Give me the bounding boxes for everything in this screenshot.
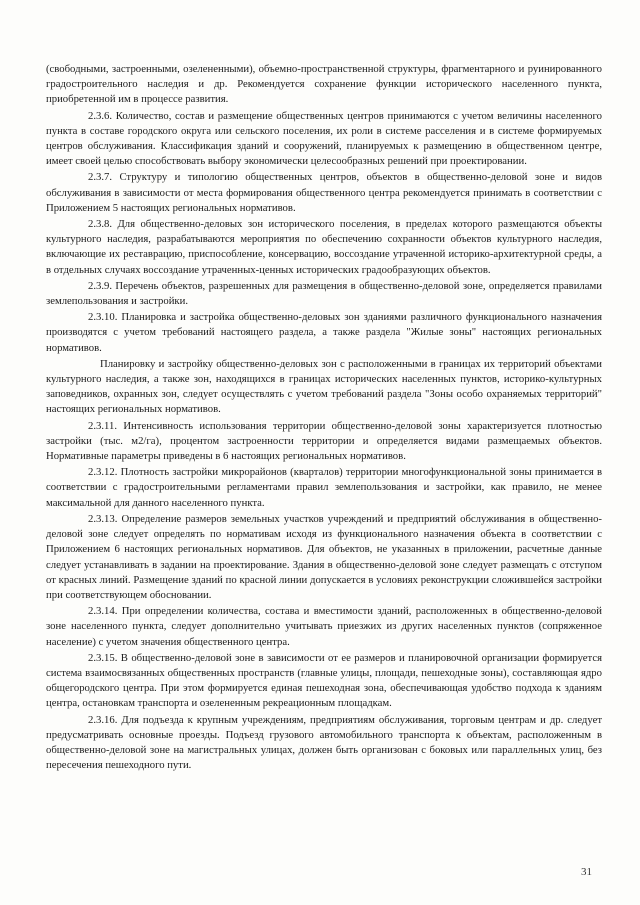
paragraph-2-3-15: 2.3.15. В общественно-деловой зоне в зависимости от ее размеров и планировочной организации формируется система взаимосвязанных общественных пространств (главные улицы, площади, пешеходные зоны), составляющая ядро общегородского центра. При этом формируется единая пешеходная зона, обеспечивающая удобство подхода к зданиям центра, остановкам транспорта и озелененным рекреационным площадкам.: [46, 651, 602, 710]
paragraph-2-3-13: 2.3.13. Определение размеров земельных участков учреждений и предприятий обслуживания в общественно-деловой зоне следует определять по нормативам исходя из функционального назначения объекта в соответствии с Приложением 6 настоящих региональных нормативов. Для объектов, не указанных в приложении, расчетные данные следует устанавливать в задании на проектирование. Здания в общественно-деловой зоне следует размещать с отступом от красных линий. Размещение зданий по красной линии допускается в условиях реконструкции сложившейся застройки при соответствующем обосновании.: [46, 512, 602, 601]
paragraph-continuation: (свободными, застроенными, озелененными), объемно-пространственной структуры, фрагментарного и руинированного градостроительного наследия и др. Рекомендуется сохранение функции исторического населенного пункта, приобретенной им в процессе развития.: [46, 63, 602, 106]
paragraph-2-3-16: 2.3.16. Для подъезда к крупным учреждениям, предприятиям обслуживания, торговым центрам и др. следует предусматривать основные проезды. Подъезд грузового автомобильного транспорта к объектам, расположенным в общественно-деловой зоне на магистральных улицах, должен быть организован с боковых или параллельных улиц, без пересечения пешеходного пути.: [46, 713, 602, 772]
paragraph-2-3-9: 2.3.9. Перечень объектов, разрешенных для размещения в общественно-деловой зоне, определяется правилами землепользования и застройки.: [46, 279, 602, 308]
paragraph-2-3-7: 2.3.7. Структуру и типологию общественных центров, объектов в общественно-деловой зоне и видов обслуживания в зависимости от места формирования общественного центра рекомендуется принимать в соответствии с Приложением 5 настоящих региональных нормативов.: [46, 171, 602, 214]
paragraph-2-3-8: 2.3.8. Для общественно-деловых зон исторического поселения, в пределах которого размещаются объекты культурного наследия, разрабатываются мероприятия по обеспечению сохранности объектов культурного наследия, включающие их реставрацию, приспособление, консервацию, воссоздание утраченной историко-архитектурной среды, а в отдельных случаях воссоздание утраченных-ценных исторических градообразующих объектов.: [46, 218, 602, 276]
paragraph-2-3-10: 2.3.10. Планировка и застройка общественно-деловых зон зданиями различного функционального назначения производятся с учетом требований настоящего раздела, а также раздела "Жилые зоны" настоящих региональных нормативов.: [46, 311, 602, 354]
paragraph-2-3-14: 2.3.14. При определении количества, состава и вместимости зданий, расположенных в общественно-деловой зоне населенного пункта, следует дополнительно учитывать приезжих из других населенных пунктов (сопряженное население) с учетом значения общественного центра.: [46, 605, 602, 648]
paragraph-2-3-11: 2.3.11. Интенсивность использования территории общественно-деловой зоны характеризуется плотностью застройки (тыс. м2/га), процентом застроенности территории и определяется видами размещаемых объектов. Нормативные параметры приведены в 6 настоящих региональных нормативов.: [46, 419, 602, 463]
page-number: 31: [581, 866, 592, 878]
paragraph-2-3-6: 2.3.6. Количество, состав и размещение общественных центров принимаются с учетом величины населенного пункта в составе городского округа или сельского поселения, их роли в системе расселения и в системе формируемых центров обслуживания. Классификация зданий и сооружений, планируемых к размещению в общественном центре, имеет своей целью способствовать выбору экономически целесообразных решений при проектировании.: [46, 109, 602, 168]
paragraph-2-3-12: 2.3.12. Плотность застройки микрорайонов (кварталов) территории многофункциональной зоны принимается в соответствии с градостроительными регламентами правил землепользования и застройки, как правило, не менее максимальной для данного населенного пункта.: [46, 466, 602, 509]
paragraph-planning-cultural: Планировку и застройку общественно-деловых зон с расположенными в границах их территорий объектами культурного наследия, а также зон, находящихся в границах исторических населенных пунктов, историко-культурных заповедников, охранных зон, следует осуществлять с учетом требований раздела "Зоны особо охраняемых территорий" настоящих региональных нормативов.: [46, 357, 602, 416]
